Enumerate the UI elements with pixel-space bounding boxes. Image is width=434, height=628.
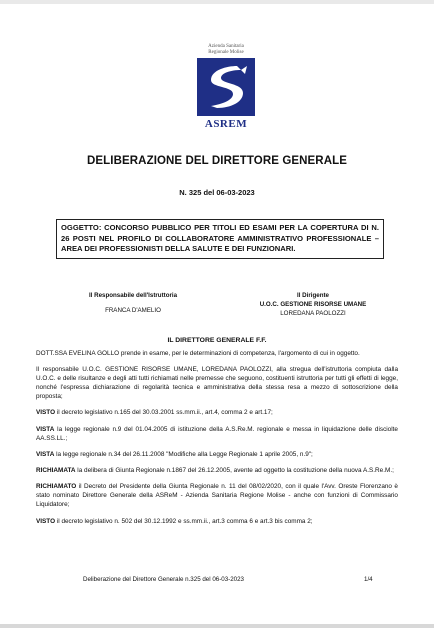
bottom-edge (0, 624, 434, 628)
paragraph-text: il decreto legislativo n. 502 del 30.12.1992 e ss.mm.ii., art.3 comma 6 e art.3 bis comma 2; (55, 517, 313, 525)
paragraph-text: la delibera di Giunta Regionale n.1867 del 26.12.2005, avente ad oggetto la costituzione della nuova A.S.Re.M.; (75, 467, 394, 475)
paragraph (36, 409, 398, 418)
org-name-line1: Azienda Sanitaria (208, 44, 244, 49)
document-title: DELIBERAZIONE DEL DIRETTORE GENERALE (86, 155, 348, 167)
signature-left-role: Il Responsabile dell'Istruttoria (88, 292, 178, 299)
paragraph (36, 467, 398, 476)
org-name-line2: Regionale Molise (208, 50, 244, 55)
paragraph (36, 518, 398, 527)
paragraph-lead: RICHIAMATO (36, 483, 77, 491)
deliberation-number: N. 325 del 06-03-2023 (179, 188, 255, 197)
signature-right-name: LOREDANA PAOLOZZI (280, 310, 346, 317)
signature-right-role: Il Dirigente (297, 292, 329, 299)
paragraph-lead: VISTA (36, 450, 55, 458)
footer-text: Deliberazione del Direttore Generale n.325 del 06-03-2023 (83, 576, 244, 583)
section-heading: IL DIRETTORE GENERALE F.F. (167, 337, 267, 344)
paragraph-text: il Decreto del Presidente della Giunta Regionale n. 11 del 08/02/2020, con il quale l'Avv. Oreste Florenzano è stato nominato Direttore Generale della ASReM - Azienda Sanitaria Regione Molise - anche con funzioni di Commissario Liquidatore; (36, 483, 398, 509)
paragraph (36, 483, 398, 510)
subject-box: OGGETTO: CONCORSO PUBBLICO PER TITOLI ED ESAMI PER LA COPERTURA DI N. 26 POSTI NEL PROFILO DI COLLABORATORE AMMINISTRATIVO PROFESSIONALE – AREA DEI PROFESSIONISTI DELLA SALUTE E DEI FUNZIONARI. (56, 219, 384, 259)
paragraph-text: la legge regionale n.9 del 01.04.2005 di istituzione della A.S.Re.M. regionale e messa in liquidazione delle disciolte AA.SS.LL.; (36, 425, 398, 442)
document-body (36, 350, 398, 534)
paragraph: Il responsabile U.O.C. GESTIONE RISORSE UMANE, LOREDANA PAOLOZZI, alla stregua dell'istruttoria compiuta dalla U.O.C. e delle risultanze e degli atti tutti richiamati nelle premesse che seguono, costituenti istruttoria per tutti gli effetti di legge, nonché l'espressa dichiarazione di regolarità tecnica e amministrativa della stessa resa a mezzo di sottoscrizione della proposta; (36, 366, 398, 401)
paragraph (36, 426, 398, 444)
paragraph: DOTT.SSA EVELINA GOLLO prende in esame, per le determinazioni di competenza, l'argomento di cui in oggetto. (36, 350, 360, 357)
paragraph-text: la legge regionale n.34 del 26.11.2008 "Modifiche alla Legge Regionale 1 aprile 2005, n.9"; (54, 450, 313, 458)
page-number: 1/4 (364, 576, 373, 583)
paragraph-lead: VISTA (36, 425, 55, 433)
header-logo (176, 44, 276, 130)
signature-dirigente (243, 291, 383, 318)
logo-text: ASREM (204, 118, 248, 130)
paragraph-lead: VISTO (36, 517, 56, 525)
asrem-logo-icon (197, 58, 255, 116)
paragraph-lead: VISTO (36, 409, 56, 417)
paragraph-lead: RICHIAMATA (36, 467, 76, 475)
paragraph (36, 451, 398, 460)
paragraph-text: il decreto legislativo n.165 del 30.03.2001 ss.mm.ii., art.4, comma 2 e art.17; (55, 409, 273, 417)
signature-left-name: FRANCA D'AMELIO (105, 307, 161, 314)
signature-istruttoria (68, 291, 198, 315)
top-edge (0, 0, 434, 4)
signature-right-unit: U.O.C. GESTIONE RISORSE UMANE (259, 301, 367, 308)
